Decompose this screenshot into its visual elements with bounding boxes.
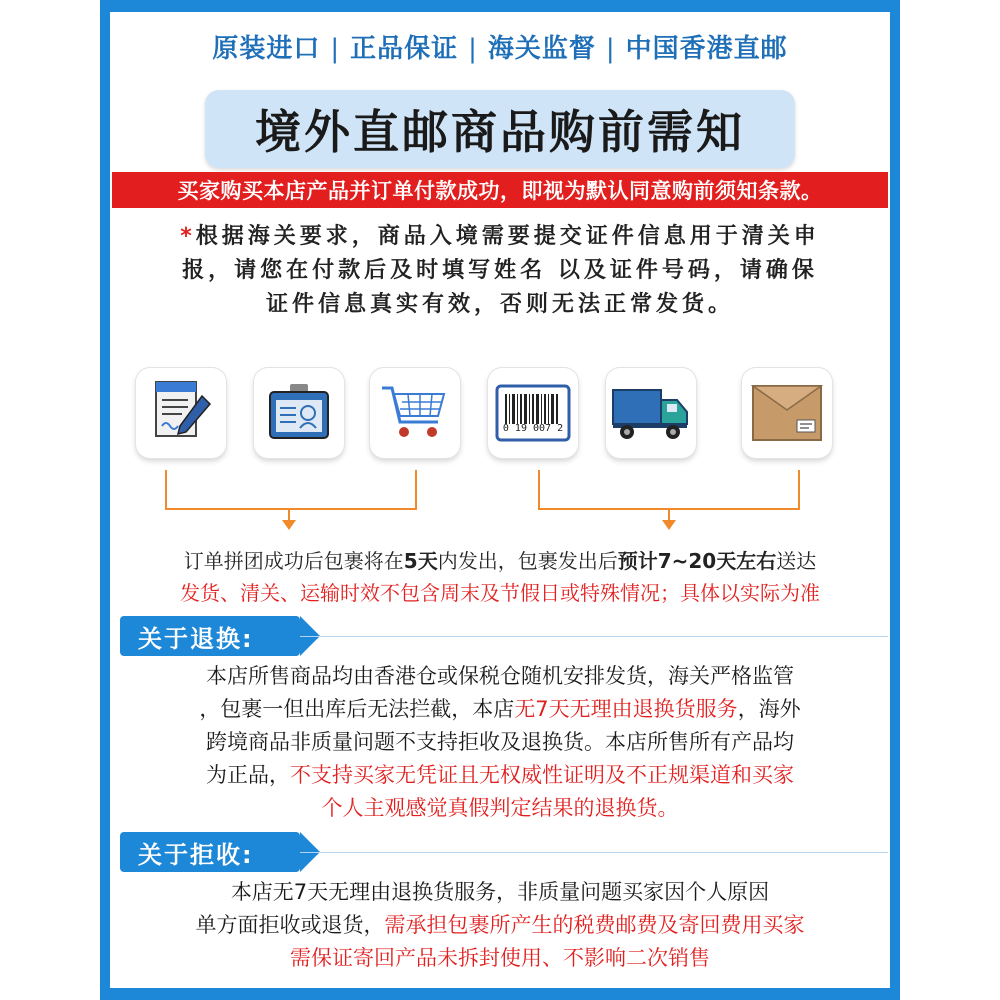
- returns-section-tag: [120, 616, 300, 656]
- shipping-days-out: 5天: [403, 549, 438, 573]
- returns-line-1: 本店所售商品均由香港仓或保税仓随机安排发货，海关严格监管: [206, 664, 794, 688]
- returns-line-3: 跨境商品非质量问题不支持拒收及退换货。本店所售所有产品均: [206, 730, 794, 754]
- badge-genuine: 正品保证: [350, 34, 459, 64]
- badge-imported: 原装进口: [212, 34, 321, 64]
- agreement-text: 买家购买本店产品并订单付款成功，即视为默认同意购前须知条款。: [177, 179, 823, 203]
- delivery-truck-icon: [606, 368, 696, 458]
- returns-section-title: 关于退换:: [138, 624, 254, 653]
- shopping-cart-icon: [370, 368, 460, 458]
- notice-star: *: [180, 224, 196, 249]
- returns-paragraph: [120, 660, 880, 825]
- returns-no-7day-policy: 无7天无理由退换货服务: [514, 697, 738, 721]
- badge-separator: |: [468, 34, 478, 64]
- reject-section-title: 关于拒收:: [138, 840, 254, 869]
- shipping-text-3: 送达: [776, 549, 817, 573]
- customs-notice: [120, 220, 880, 322]
- notice-line-3: 证件信息真实有效，否则无法正常发货。: [265, 292, 734, 317]
- barcode-digits: 0 19 007 2: [502, 423, 564, 434]
- returns-line-2b: ，海外: [737, 697, 801, 721]
- shipping-text-1: 订单拼团成功后包裹将在: [183, 549, 404, 573]
- frame-bottom: [100, 988, 900, 1000]
- notice-line-2: 报，请您在付款后及时填写姓名 以及证件号码，请确保: [182, 258, 818, 283]
- agreement-banner: [112, 172, 888, 208]
- reject-line-2-red: 需承担包裹所产生的税费邮费及寄回费用买家: [384, 913, 805, 937]
- badge-separator: |: [605, 34, 616, 64]
- id-card-icon: [254, 368, 344, 458]
- returns-line-4a: 为正品，: [206, 763, 290, 787]
- reject-line-2a: 单方面拒收或退货，: [195, 913, 385, 937]
- returns-line-4-red: 不支持买家无凭证且无权威性证明及不正规渠道和买家: [290, 763, 794, 787]
- arrow-down-icon: [282, 520, 296, 530]
- badge-customs: 海关监督: [487, 34, 596, 64]
- frame-left: [100, 0, 110, 1000]
- parcel-box-icon: [742, 368, 832, 458]
- page-title: 境外直邮商品购前需知: [255, 105, 745, 159]
- notice-line-1: [120, 220, 880, 254]
- step-bracket-left: [165, 470, 417, 510]
- returns-line-5: 个人主观感觉真假判定结果的退换货。: [321, 796, 679, 820]
- reject-divider: [300, 852, 888, 853]
- frame-right: [890, 0, 900, 1000]
- frame-top: [100, 0, 900, 12]
- reject-line-2: [120, 909, 880, 942]
- reject-line-3: 需保证寄回产品未拆封使用、不影响二次销售: [290, 946, 710, 970]
- returns-divider: [300, 636, 888, 637]
- header-badges: [110, 28, 890, 65]
- reject-paragraph: [120, 876, 880, 975]
- returns-line-2: [120, 693, 880, 726]
- title-box: [205, 90, 795, 168]
- shipping-time-line: [110, 545, 890, 574]
- shipping-text-2: 内发出，包裹发出后: [437, 549, 618, 573]
- step-bracket-right: [538, 470, 800, 510]
- badge-hk-direct: 中国香港直邮: [625, 34, 788, 64]
- barcode-icon: [488, 368, 578, 458]
- sign-document-icon: [136, 368, 226, 458]
- returns-line-4: [120, 759, 880, 792]
- badge-separator: |: [330, 34, 341, 64]
- reject-section-tag: [120, 832, 300, 872]
- shipping-days-delivery: 预计7~20天左右: [617, 549, 777, 573]
- reject-line-1: 本店无7天无理由退换货服务，非质量问题买家因个人原因: [230, 880, 770, 904]
- shipping-exclusion-note: 发货、清关、运输时效不包含周末及节假日或特殊情况；具体以实际为准: [180, 581, 820, 605]
- notice-line-1-text: 根据海关要求，商品入境需要提交证件信息用于清关申: [195, 224, 820, 249]
- returns-line-2a: ，包裹一但出库后无法拦截，本店: [199, 697, 515, 721]
- arrow-down-icon: [662, 520, 676, 530]
